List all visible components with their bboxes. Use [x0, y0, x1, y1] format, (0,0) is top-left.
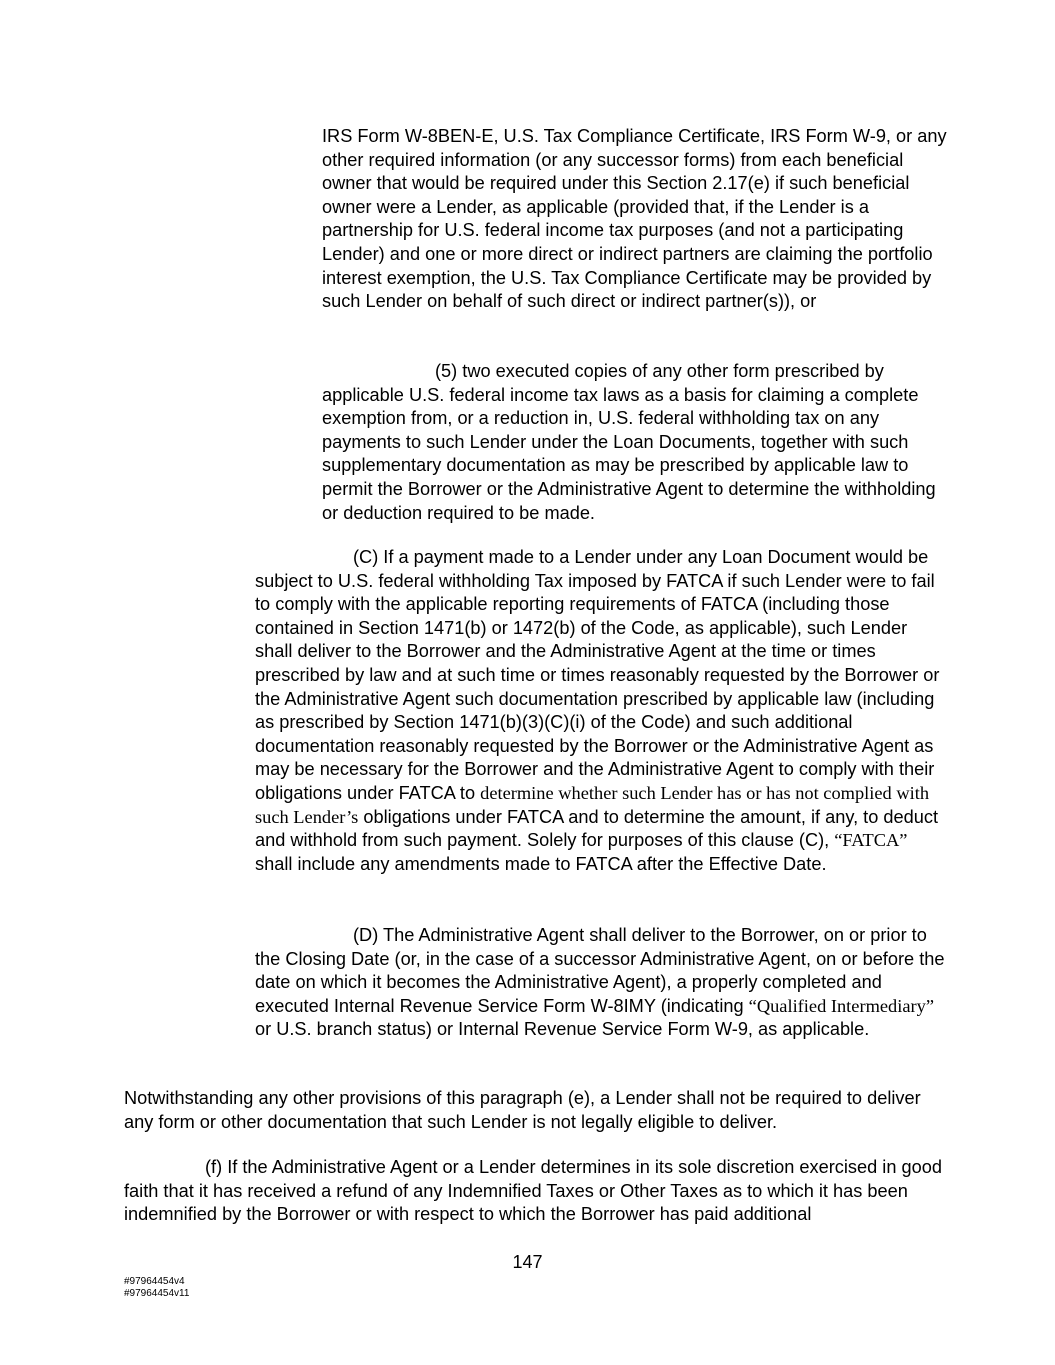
clause-d-text-1: (D) The Administrative Agent shall deliver to the Borrower, on or prior to the Closing Date (or, in the case of a successor Administrative Agent, on or before the date on which it becomes the Administrative Agent), a properly completed and executed Internal Revenue Service Form W-8IMY (indicating — [255, 925, 945, 1016]
page-number: 147 — [512, 1252, 543, 1272]
clause-d-text-2: or U.S. branch status) or Internal Revenue Service Form W-9, as applicable. — [255, 1019, 870, 1040]
doc-id-v4: #97964454v4 — [124, 1276, 185, 1287]
paragraph-clause-c — [255, 546, 947, 876]
clause-c-text-1: (C) If a payment made to a Lender under any Loan Document would be subject to U.S. federal withholding Tax imposed by FATCA if such Lender were to fail to comply with the applicable reporting requirements of FATCA (including those contained in Section 1471(b) or 1472(b) of the Code, as applicable), such Lender shall deliver to the Borrower and the Administrative Agent at the time or times prescribed by law and at such time or times reasonably requested by the Borrower or the Administrative Agent such documentation prescribed by applicable law (including as prescribed by Section 1471(b)(3)(C)(i) of the Code) and such additional documentation reasonably requested by the Borrower or the Administrative Agent as may be necessary for the Borrower and the Administrative Agent to comply with their obligations under FATCA to — [255, 547, 940, 803]
document-ids — [124, 1276, 189, 1299]
paragraph-clause-d — [255, 924, 947, 1042]
clause-c-text-3: obligations under FATCA and to determine the amount, if any, to deduct and withhold from such payment. Solely for purposes of this clause (C), — [255, 806, 939, 851]
clause-c-text-4: shall include any amendments made to FATCA after the Effective Date. — [255, 853, 827, 874]
paragraph-irs-forms: IRS Form W-8BEN-E, U.S. Tax Compliance Certificate, IRS Form W-9, or any other required information (or any successor forms) from each beneficial owner that would be required under this Section 2.17(e) if such beneficial owner were a Lender, as applicable (provided that, if the Lender is a partnership for U.S. federal income tax purposes (and not a participating Lender) and one or more direct or indirect partners are claiming the portfolio interest exemption, the U.S. Tax Compliance Certificate may be provided by such Lender on behalf of such direct or indirect partner(s)), or — [322, 126, 947, 312]
paragraph-clause-f: (f) If the Administrative Agent or a Lender determines in its sole discretion exercised in good faith that it has received a refund of any Indemnified Taxes or Other Taxes as to which it has been indemnified by the Borrower or with respect to which the Borrower has paid additional — [124, 1157, 942, 1225]
clause-c-fatca-term: “FATCA” — [834, 830, 908, 851]
clause-d-qi-term: “Qualified Intermediary” — [748, 995, 934, 1016]
paragraph-clause-5: (5) two executed copies of any other form prescribed by applicable U.S. federal income tax laws as a basis for claiming a complete exemption from, or a reduction in, U.S. federal withholding tax on any payments to such Lender under the Loan Documents, together with such supplementary documentation as may be prescribed by applicable law to permit the Borrower or the Administrative Agent to determine the withholding or deduction required to be made. — [322, 361, 936, 523]
clause-c-text-2: determine whether such Lender has or has not complied with such Lender’s — [255, 782, 930, 827]
doc-id-v11: #97964454v11 — [124, 1287, 190, 1299]
paragraph-notwithstanding: Notwithstanding any other provisions of this paragraph (e), a Lender shall not be required to deliver any form or other documentation that such Lender is not legally eligible to deliver. — [124, 1088, 921, 1132]
